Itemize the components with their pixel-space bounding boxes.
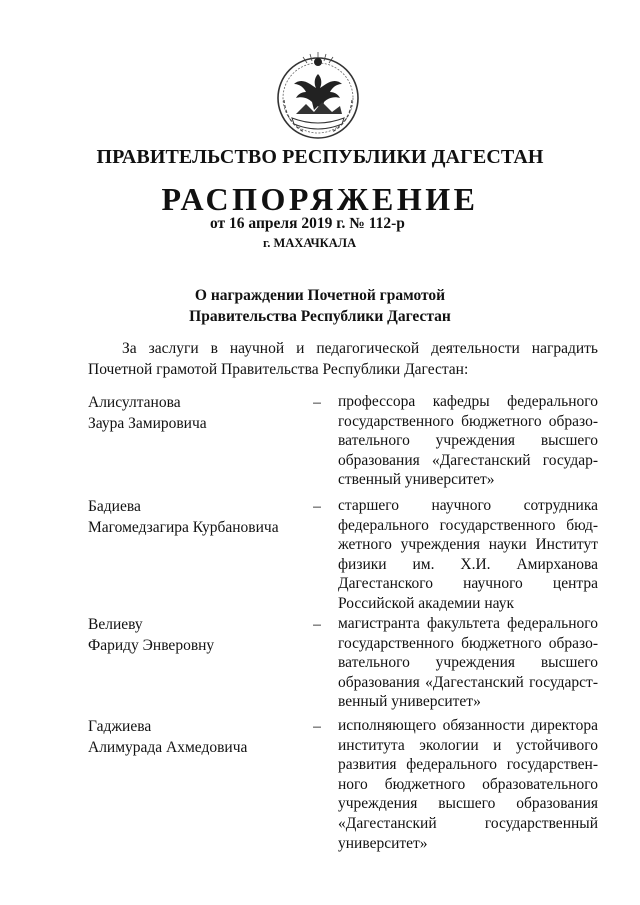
awardee-name xyxy=(88,716,303,758)
document-subject xyxy=(0,285,640,327)
position-line: развития федерального государствен- xyxy=(338,756,598,774)
awardee-surname: Гаджиева xyxy=(88,718,152,735)
subject-line: О награждении Почетной грамотой xyxy=(194,287,446,304)
date-and-number: от 16 апреля 2019 г. № 112-р xyxy=(210,215,405,232)
dash-separator: – xyxy=(313,616,321,633)
position-line: исполняющего обязанности директора xyxy=(338,717,598,734)
position-line: старшего научного сотрудника xyxy=(338,497,598,514)
position-line: государственного бюджетного образо- xyxy=(338,634,598,652)
position-line: Дагестанского научного центра xyxy=(338,575,598,593)
position-line: физики им. Х.И. Амирханова xyxy=(338,555,598,573)
position-line: вательного учреждения высшего xyxy=(338,654,598,672)
dagestan-coat-of-arms-icon xyxy=(270,48,366,144)
position-line: государственного бюджетного образо- xyxy=(338,412,598,430)
position-line: вательного учреждения высшего xyxy=(338,432,598,450)
city-name: г. МАХАЧКАЛА xyxy=(263,236,357,250)
document-type-title: РАСПОРЯЖЕНИЕ xyxy=(161,181,479,217)
position-line: Российской академии наук xyxy=(338,594,515,612)
position-line: венный университет» xyxy=(338,693,481,711)
awardee-given-names: Фариду Энверовну xyxy=(88,637,215,654)
position-line: образования «Дагестанский государ- xyxy=(338,451,598,469)
awardee-surname: Бадиева xyxy=(88,498,141,515)
awardee-position xyxy=(338,614,598,712)
position-line: образования «Дагестанский государст- xyxy=(338,673,598,691)
dash-separator: – xyxy=(313,498,321,515)
awardee-position xyxy=(338,496,598,614)
awardee-position xyxy=(338,392,598,490)
awardee-given-names: Алимурада Ахмедовича xyxy=(88,739,248,756)
awardee-position xyxy=(338,716,598,853)
position-line: института экологии и устойчивого xyxy=(338,736,598,754)
dash-separator: – xyxy=(313,718,321,735)
government-title: ПРАВИТЕЛЬСТВО РЕСПУБЛИКИ ДАГЕСТАН xyxy=(96,146,544,168)
intro-paragraph xyxy=(88,338,598,380)
awardee-given-names: Заура Замировича xyxy=(88,415,207,432)
subject-line: Правительства Республики Дагестан xyxy=(189,308,451,325)
position-line: учреждения высшего образования xyxy=(338,795,598,813)
position-line: федерального государственного бюд- xyxy=(338,516,598,534)
awardee-name xyxy=(88,614,303,656)
intro-line: Почетной грамотой Правительства Республики Дагестан: xyxy=(88,361,469,378)
position-line: университет» xyxy=(338,834,428,852)
position-line: «Дагестанский государственный xyxy=(338,814,598,832)
position-line: профессора кафедры федерального xyxy=(338,393,598,410)
awardee-name xyxy=(88,496,303,538)
awardee-given-names: Магомедзагира Курбановича xyxy=(88,519,279,536)
position-line: жетного учреждения науки Институт xyxy=(338,536,598,554)
intro-line: За заслуги в научной и педагогической деятельности наградить xyxy=(122,340,598,357)
position-line: ственный университет» xyxy=(338,471,495,489)
awardee-surname: Алисултанова xyxy=(88,394,181,411)
position-line: магистранта факультета федерального xyxy=(338,615,598,632)
awardee-surname: Велиеву xyxy=(88,616,143,633)
position-line: ного бюджетного образовательного xyxy=(338,775,598,793)
awardee-name xyxy=(88,392,303,434)
dash-separator: – xyxy=(313,394,321,411)
